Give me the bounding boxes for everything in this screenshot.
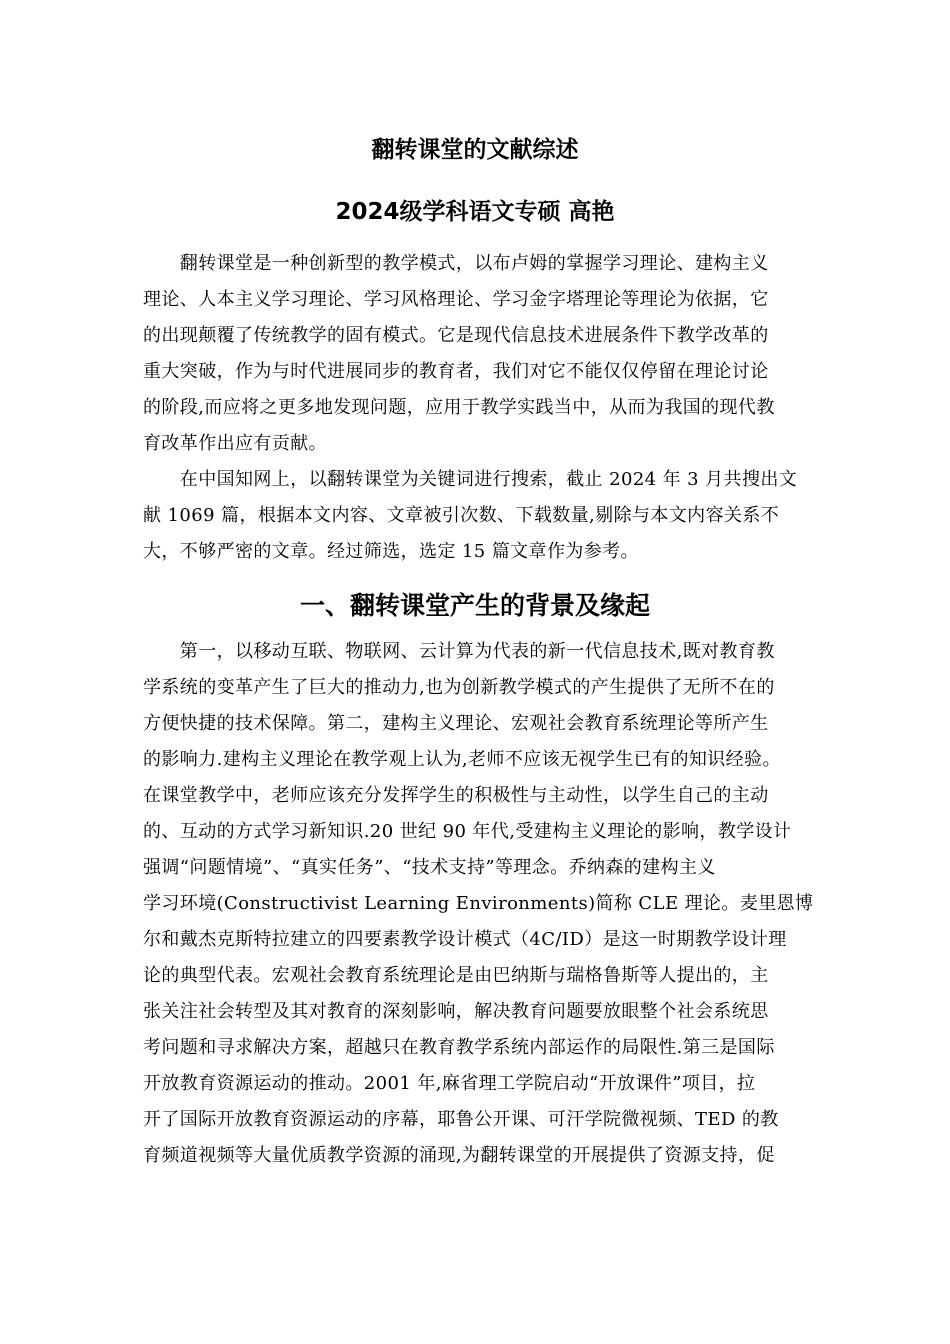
text-line: 学习环境(Constructivist Learning Environments)简称 CLE 理论。麦里恩博	[143, 893, 814, 914]
text-line: 育频道视频等大量优质教学资源的涌现,为翻转课堂的开展提供了资源支持，促	[143, 1145, 775, 1166]
text-line: 论的典型代表。宏观社会教育系统理论是由巴纳斯与瑞格鲁斯等人提出的，主	[143, 965, 769, 986]
text-line: 的阶段,而应将之更多地发现问题，应用于教学实践当中，从而为我国的现代教	[143, 397, 775, 418]
text-line: 在课堂教学中，老师应该充分发挥学生的积极性与主动性，以学生自己的主动	[143, 785, 769, 806]
text-line: 的出现颠覆了传统教学的固有模式。它是现代信息技术进展条件下教学改革的	[143, 325, 769, 346]
text-line: 强调“问题情境”、“真实任务”、“技术支持”等理念。乔纳森的建构主义	[143, 857, 716, 878]
text-line: 的、互动的方式学习新知识.20 世纪 90 年代,受建构主义理论的影响，教学设计	[143, 821, 792, 842]
text-line: 考问题和寻求解决方案，超越只在教育教学系统内部运作的局限性.第三是国际	[143, 1037, 775, 1058]
text-line: 翻转课堂是一种创新型的教学模式，以布卢姆的掌握学习理论、建构主义	[143, 253, 769, 274]
text-line: 尔和戴杰克斯特拉建立的四要素教学设计模式（4C/ID）是这一时期教学设计理	[143, 929, 787, 950]
text-line: 张关注社会转型及其对教育的深刻影响，解决教育问题要放眼整个社会系统思	[143, 1001, 769, 1022]
text-line: 的影响力.建构主义理论在教学观上认为,老师不应该无视学生已有的知识经验。	[143, 749, 781, 770]
text-line: 开了国际开放教育资源运动的序幕，耶鲁公开课、可汗学院微视频、TED 的教	[143, 1109, 779, 1130]
text-line: 理论、人本主义学习理论、学习风格理论、学习金字塔理论等理论为依据，它	[143, 289, 769, 310]
text-line: 献 1069 篇，根据本文内容、文章被引次数、下载数量,剔除与本文内容关系不	[143, 505, 780, 526]
section-paragraph	[143, 634, 823, 1174]
text-line: 第一，以移动互联、物联网、云计算为代表的新一代信息技术,既对教育教	[143, 641, 775, 662]
search-method-paragraph	[143, 462, 823, 570]
text-line: 大，不够严密的文章。经过筛选，选定 15 篇文章作为参考。	[143, 541, 639, 562]
text-line: 在中国知网上，以翻转课堂为关键词进行搜索，截止 2024 年 3 月共搜出文	[143, 469, 798, 490]
author-line: 2024级学科语文专硕 高艳	[335, 199, 615, 225]
intro-paragraph	[143, 246, 823, 462]
text-line: 学系统的变革产生了巨大的推动力,也为创新教学模式的产生提供了无所不在的	[143, 677, 775, 698]
text-line: 方便快捷的技术保障。第二，建构主义理论、宏观社会教育系统理论等所产生	[143, 713, 769, 734]
text-line: 重大突破，作为与时代进展同步的教育者，我们对它不能仅仅停留在理论讨论	[143, 361, 769, 382]
section-heading: 一、翻转课堂产生的背景及缘起	[299, 591, 650, 620]
text-line: 育改革作出应有贡献。	[143, 433, 327, 454]
text-line: 开放教育资源运动的推动。2001 年,麻省理工学院启动“开放课件”项目，拉	[143, 1073, 756, 1094]
document-title: 翻转课堂的文献综述	[371, 137, 579, 163]
